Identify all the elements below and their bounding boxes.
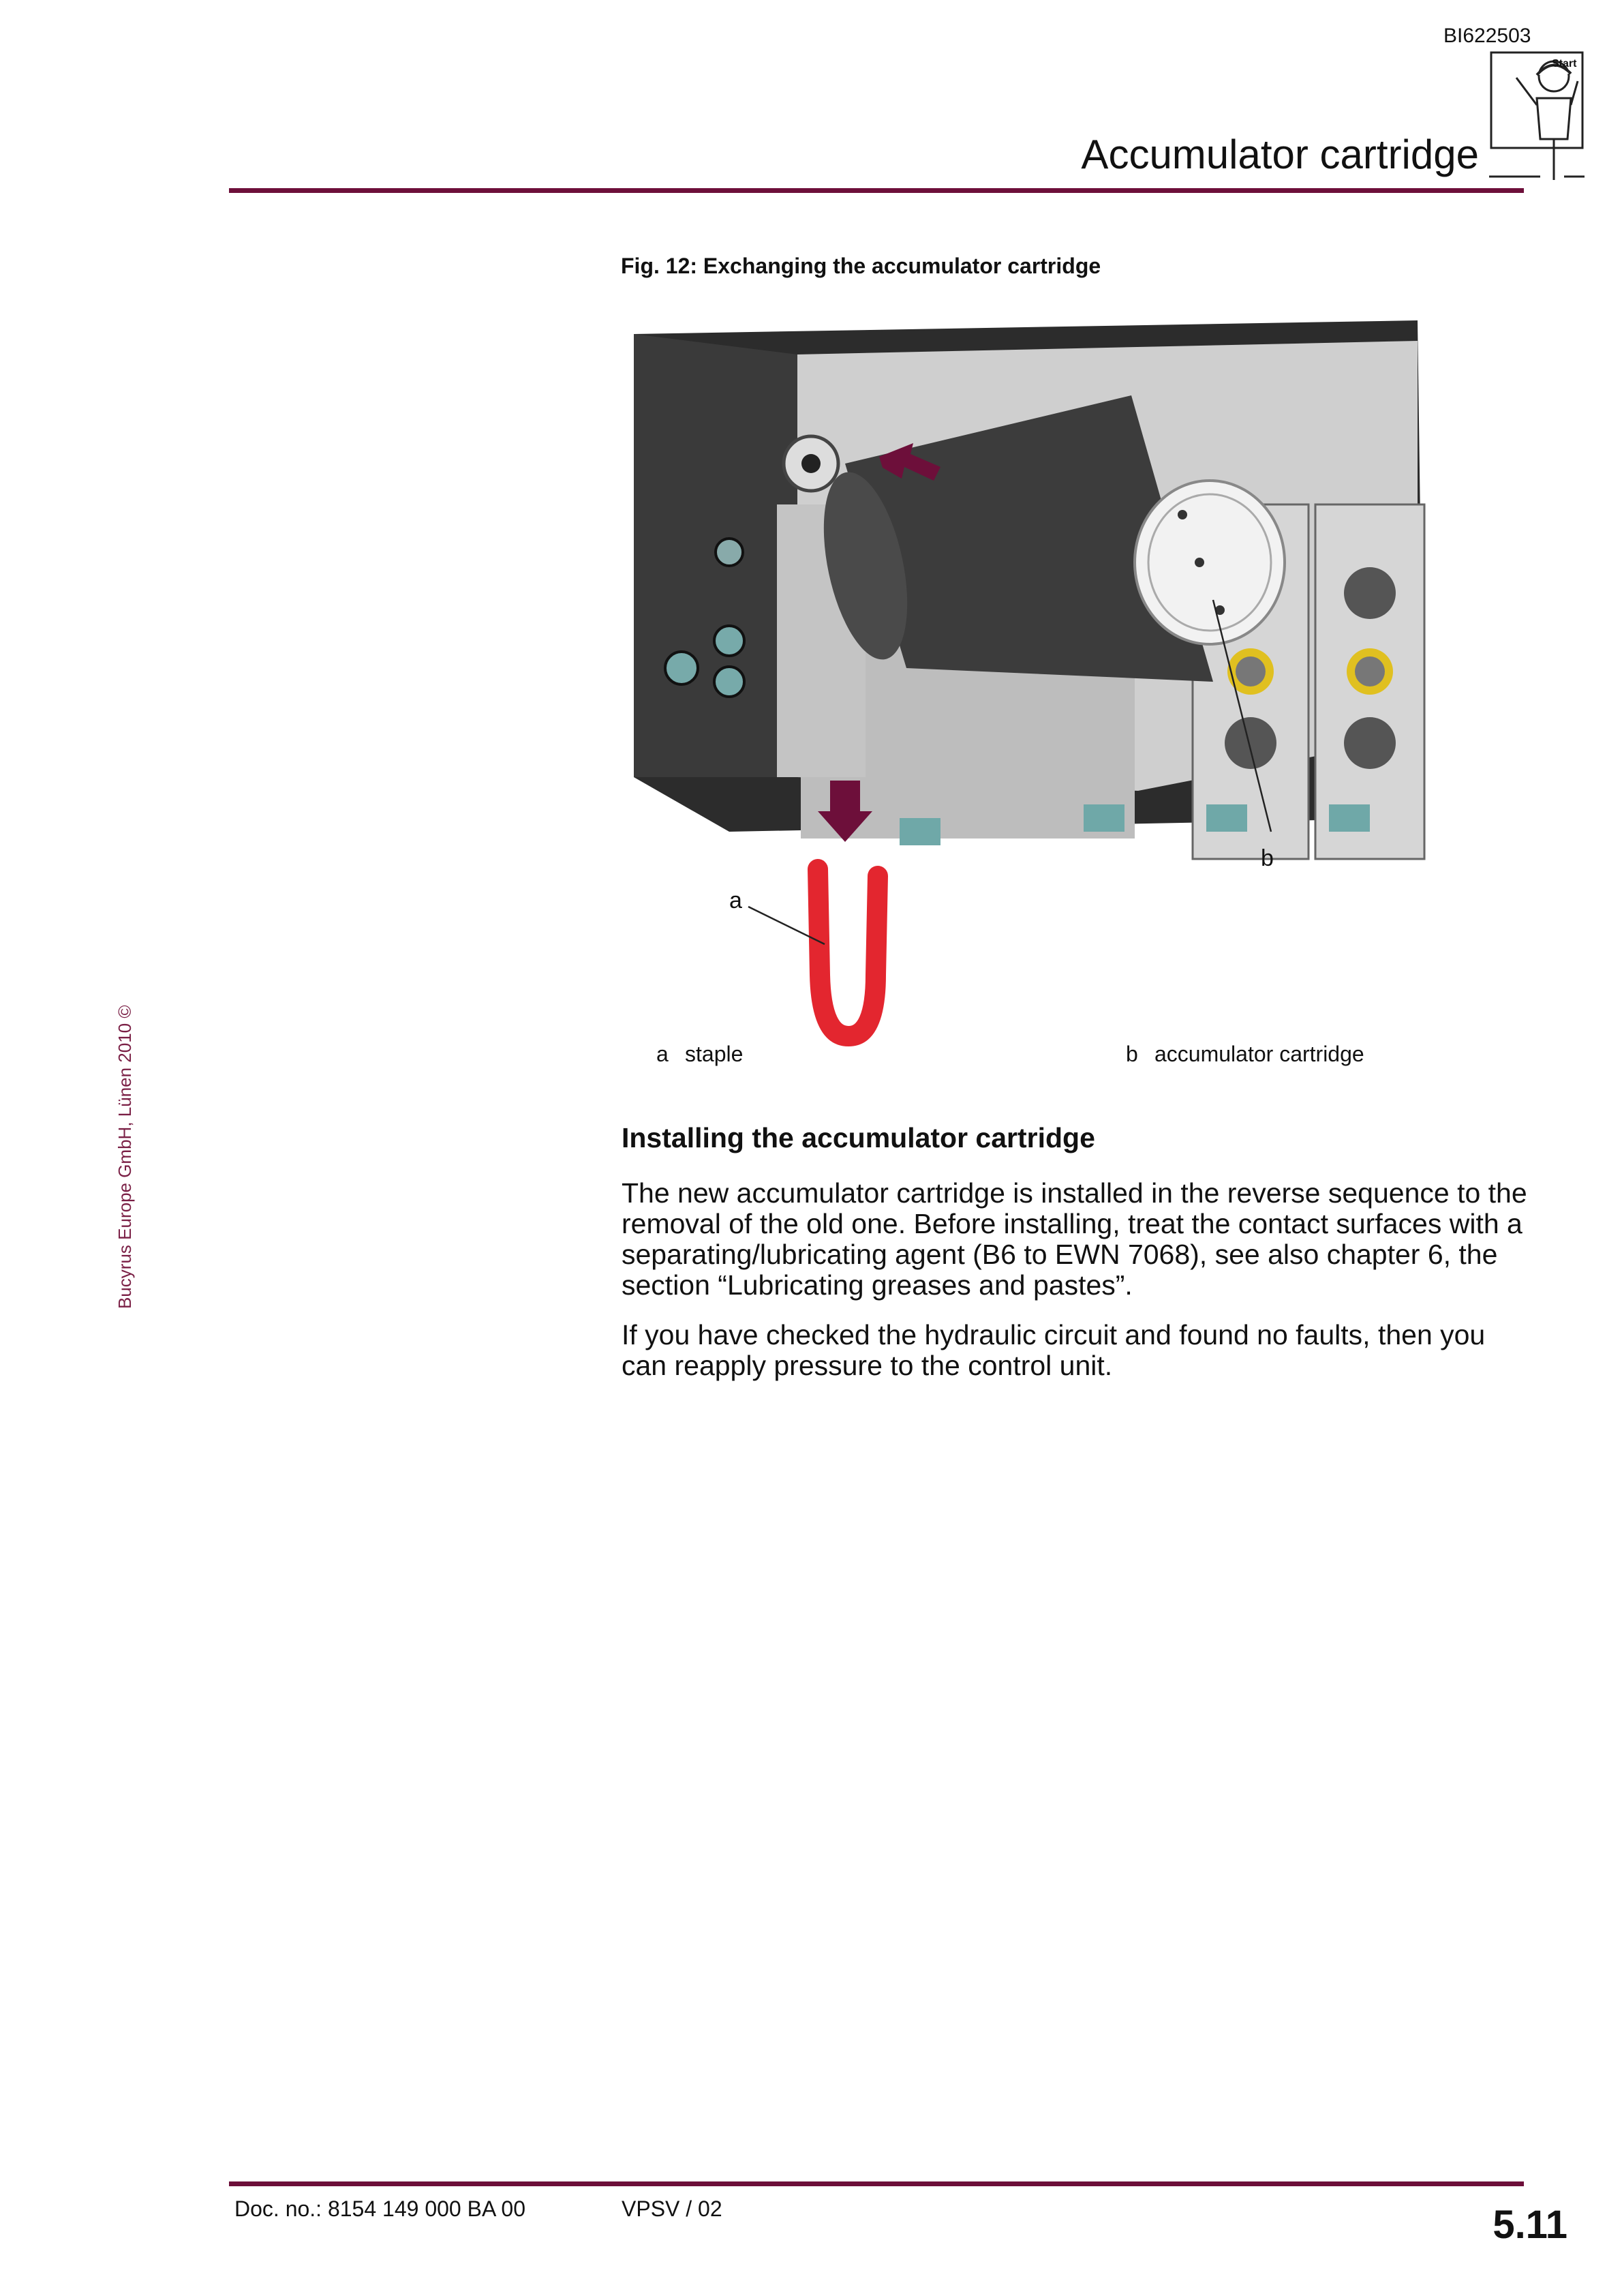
legend-text: accumulator cartridge [1154,1042,1364,1066]
callout-b: b [1261,845,1274,871]
legend-item-accumulator-cartridge [1126,1042,1364,1067]
legend-key: b [1126,1042,1138,1066]
figure-caption: Fig. 12: Exchanging the accumulator cartridge [621,254,1101,278]
worker-start-icon [1489,50,1585,187]
legend-key: a [656,1042,669,1066]
legend-item-staple [656,1042,743,1067]
body-paragraph: The new accumulator cartridge is installed in the reverse sequence to the removal of the old one. Before installing, treat the contact surfaces with a separating/lubricating agent (B6 to EWN 7068), see also chapter 6, the section “Lubricating greases and pastes”. [622,1177,1527,1301]
document-id: BI622503 [1443,25,1531,47]
page-title: Accumulator cartridge [1081,132,1479,177]
copyright-note: Bucyrus Europe GmbH, Lünen 2010 © [114,1005,135,1309]
legend-text: staple [685,1042,744,1066]
staple [818,869,878,1036]
footer-rule [229,2181,1524,2186]
revision: VPSV / 02 [622,2196,722,2221]
document-number: Doc. no.: 8154 149 000 BA 00 [234,2196,525,2221]
accumulator-illustration [613,300,1445,1057]
section-heading: Installing the accumulator cartridge [622,1122,1095,1153]
header-rule [229,188,1524,193]
callout-a: a [729,888,742,913]
start-label: Start [1552,58,1577,70]
body-paragraph: If you have checked the hydraulic circuit and found no faults, then you can reapply pressure to the control unit. [622,1319,1486,1381]
page-number: 5.11 [1493,2203,1567,2247]
